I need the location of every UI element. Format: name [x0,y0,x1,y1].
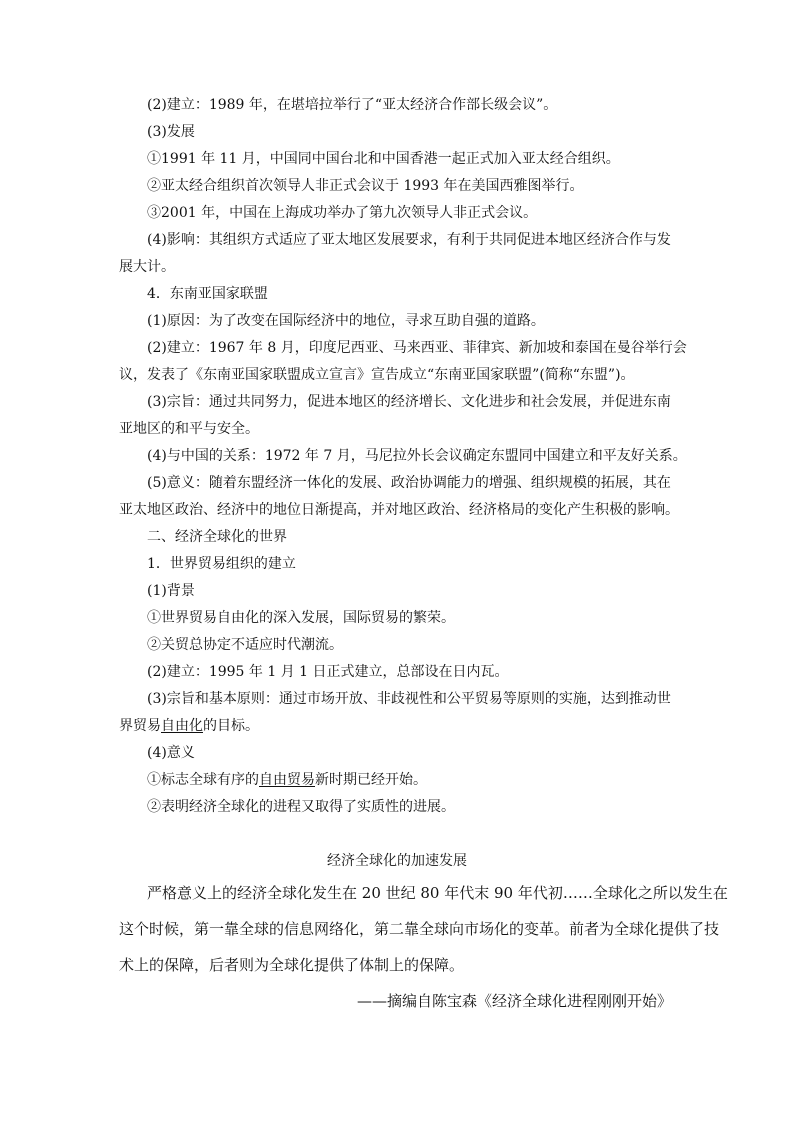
material-title: 经济全球化的加速发展 [327,853,467,869]
material-paragraph: 严格意义上的经济全球化发生在 20 世纪 80 年代末 90 年代初……全球化之所以发生在 [147,884,728,902]
text-line: (1)背景 [147,583,195,599]
text-line: ②表明经济全球化的进程又取得了实质性的进展。 [147,799,455,815]
text-line: (4)影响：其组织方式适应了亚太地区发展要求，有利于共同促进本地区经济合作与发 [147,232,671,248]
section-heading: 1．世界贸易组织的建立 [147,556,296,572]
text-line: ②关贸总协定不适应时代潮流。 [147,637,343,653]
text-line: (3)发展 [147,124,195,140]
text-segment: 界贸易 [119,718,161,734]
text-line: ①世界贸易自由化的深入发展，国际贸易的繁荣。 [147,610,455,626]
underlined-term: 自由化 [161,718,203,734]
material-paragraph: 这个时候，第一靠全球的信息网络化，第二靠全球向市场化的变革。前者为全球化提供了技 [119,920,720,938]
text-line [147,770,707,790]
text-line: ②亚太经合组织首次领导人非正式会议于 1993 年在美国西雅图举行。 [147,178,584,194]
text-line: (3)宗旨：通过共同努力，促进本地区的经济增长、文化进步和社会发展，并促进东南 [147,394,671,410]
text-line: 议，发表了《东南亚国家联盟成立宣言》宣告成立“东南亚国家联盟”(简称“东盟”)。 [119,367,635,383]
text-line: (2)建立：1995 年 1 月 1 日正式建立，总部设在日内瓦。 [147,664,509,680]
section-heading: 二、经济全球化的世界 [147,529,287,545]
text-line: 亚太地区政治、经济中的地位日渐提高，并对地区政治、经济格局的变化产生积极的影响。 [119,502,679,518]
text-line: ③2001 年，中国在上海成功举办了第九次领导人非正式会议。 [147,205,538,221]
text-segment: 的目标。 [203,718,259,734]
text-line: 展大计。 [119,259,175,275]
text-segment: ①标志全球有序的 [147,772,259,788]
underlined-term: 自由贸易 [259,772,315,788]
text-line: (2)建立：1989 年，在堪培拉举行了“亚太经济合作部长级会议”。 [147,97,558,113]
text-segment: 新时期已经开始。 [315,772,427,788]
text-line: (5)意义：随着东盟经济一体化的发展、政治协调能力的增强、组织规模的拓展，其在 [147,475,671,491]
text-line: (4)与中国的关系：1972 年 7 月，马尼拉外长会议确定东盟同中国建立和平友好关系。 [147,448,687,464]
text-line: (4)意义 [147,745,195,761]
text-line: ①1991 年 11 月，中国同中国台北和中国香港一起正式加入亚太经合组织。 [147,151,620,167]
text-line: 亚地区的和平与安全。 [119,421,259,437]
text-line: (2)建立：1967 年 8 月，印度尼西亚、马来西亚、菲律宾、新加坡和泰国在曼谷举行会 [147,340,687,356]
material-source: ——摘编自陈宝森《经济全球化进程刚刚开始》 [356,992,672,1010]
material-paragraph: 术上的保障，后者则为全球化提供了体制上的保障。 [119,956,465,974]
text-line: (1)原因：为了改变在国际经济中的地位，寻求互助自强的道路。 [147,313,545,329]
text-line: (3)宗旨和基本原则：通过市场开放、非歧视性和公平贸易等原则的实施，达到推动世 [147,691,671,707]
text-line [119,716,679,736]
section-heading: 4．东南亚国家联盟 [147,286,268,302]
